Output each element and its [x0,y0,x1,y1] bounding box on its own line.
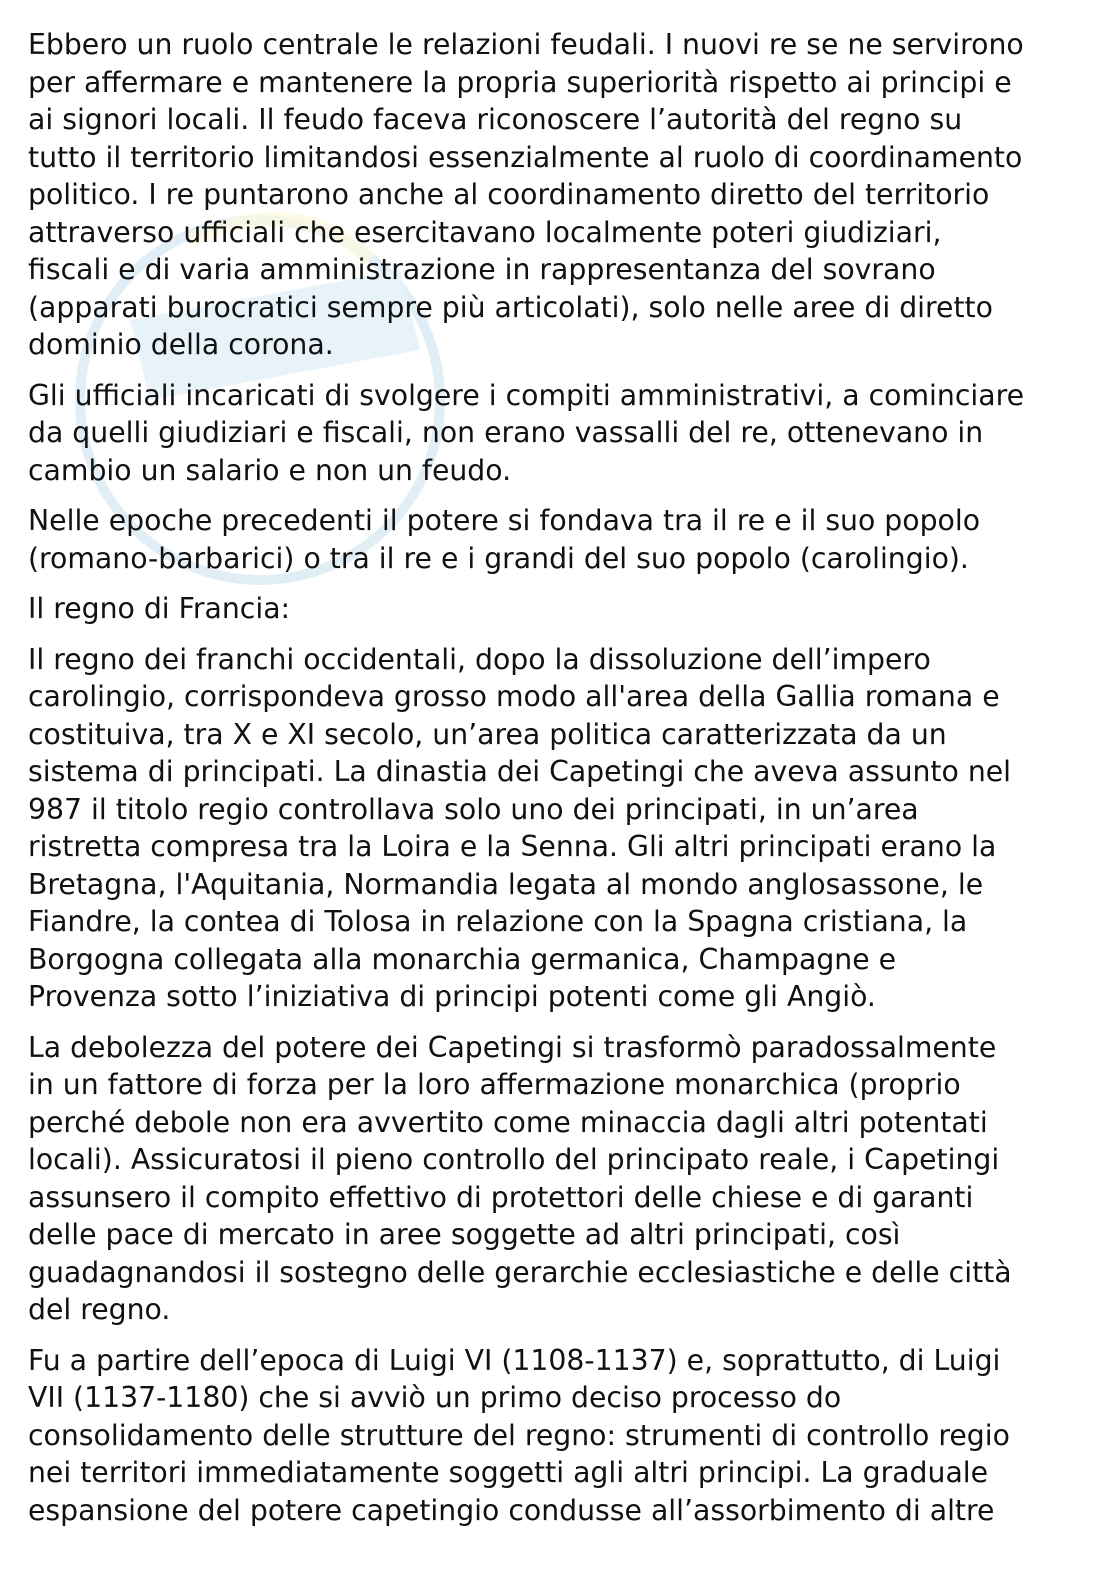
section-heading-france: Il regno di Francia: [28,592,291,625]
paragraph-feudal-relations: Ebbero un ruolo centrale le relazioni feudali. I nuovi re se ne servirono per affermare e mantenere la propria superiorità rispetto ai principi e ai signori locali. Il feudo faceva riconoscere l’autorità del regno su tutto il territorio limitandosi essenzialmente al ruolo di coordinamento politico. I re puntarono anche al coordinamento diretto del territorio attraverso ufficiali che esercitavano localmente poteri giudiziari, fiscali e di varia amministrazione in rappresentanza del sovrano (apparati burocratici sempre più articolati), solo nelle aree di diretto dominio della corona. [28,28,1024,361]
paragraph-louis-vi-vii: Fu a partire dell’epoca di Luigi VI (1108-1137) e, soprattutto, di Luigi VII (1137-1180) che si avviò un primo deciso processo do consolidamento delle strutture del regno: strumenti di controllo regio nei territori immediatamente soggetti agli altri principi. La graduale espansione del potere capetingio condusse all’assorbimento di altre [28,1343,1010,1527]
paragraph-capetian-weakness: La debolezza del potere dei Capetingi si trasformò paradossalmente in un fattore di forza per la loro affermazione monarchica (proprio perché debole non era avvertito come minaccia dagli altri potentati locali). Assicuratosi il pieno controllo del principato reale, i Capetingi assunsero il compito effettivo di protettori delle chiese e di garanti delle pace di mercato in aree soggette ad altri principati, così guadagnandosi il sostegno delle gerarchie ecclesiastiche e delle città del regno. [28,1030,1012,1326]
paragraph-officials: Gli ufficiali incaricati di svolgere i compiti amministrativi, a cominciare da quelli giudiziari e fiscali, non erano vassalli del re, ottenevano in cambio un salario e non un feudo. [28,378,1025,487]
paragraph-western-franks: Il regno dei franchi occidentali, dopo la dissoluzione dell’impero carolingio, corrispondeva grosso modo all'area della Gallia romana e costituiva, tra X e XI secolo, un’area politica caratterizzata da un sistema di principati. La dinastia dei Capetingi che aveva assunto nel 987 il titolo regio controllava solo uno dei principati, in un’area ristretta compresa tra la Loira e la Senna. Gli altri principati erano la Bretagna, l'Aquitania, Normandia legata al mondo anglosassone, le Fiandre, la contea di Tolosa in relazione con la Spagna cristiana, la Borgogna collegata alla monarchia germanica, Champagne e Provenza sotto l’iniziativa di principi potenti come gli Angiò. [28,642,1012,1013]
document-body [28,26,1090,1542]
paragraph-earlier-epochs: Nelle epoche precedenti il potere si fondava tra il re e il suo popolo (romano-barbarici) o tra il re e i grandi del suo popolo (carolingio). [28,504,981,575]
